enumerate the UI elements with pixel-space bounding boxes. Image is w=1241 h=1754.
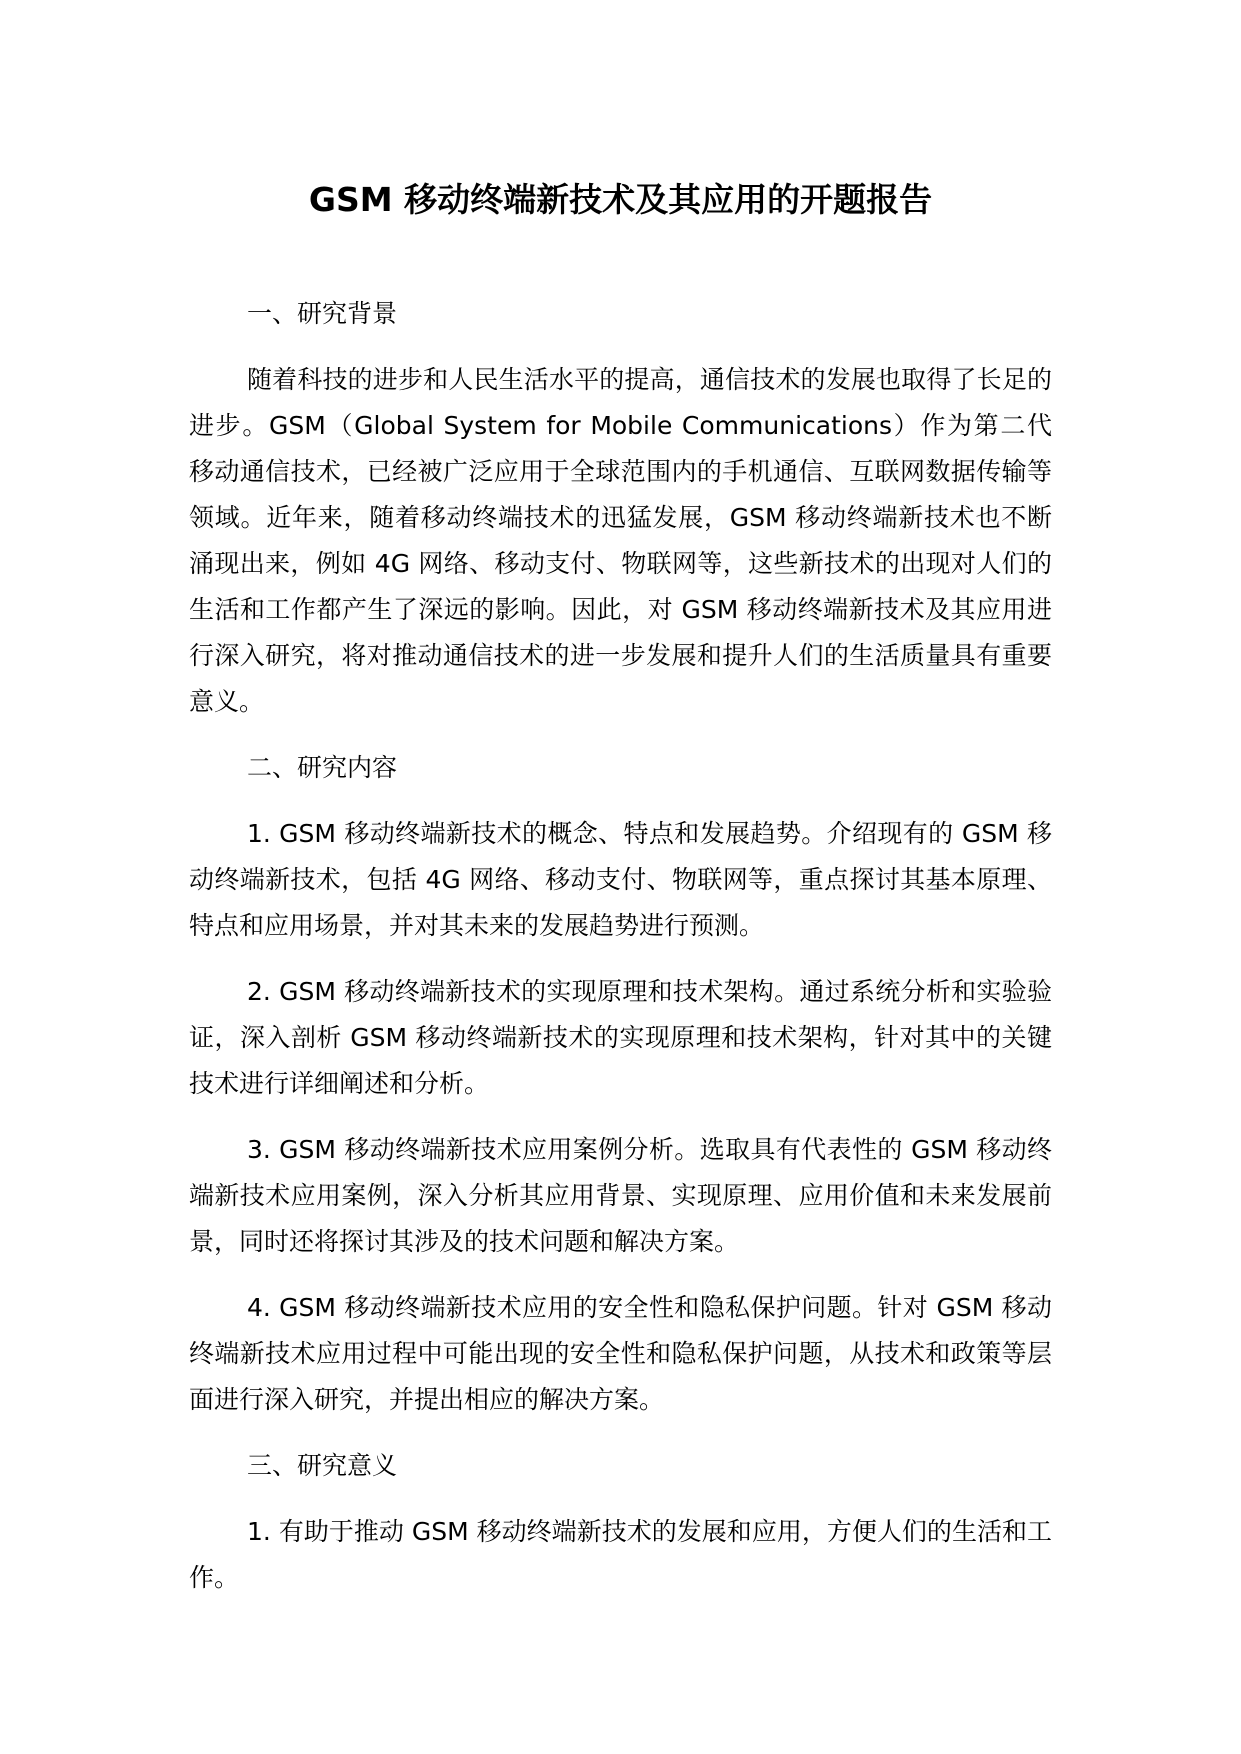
paragraph: 1. 有助于推动 GSM 移动终端新技术的发展和应用，方便人们的生活和工作。 <box>189 1517 1052 1592</box>
paragraph: 2. GSM 移动终端新技术的实现原理和技术架构。通过系统分析和实验验证，深入剖析 GSM 移动终端新技术的实现原理和技术架构，针对其中的关键技术进行详细阐述和分析。 <box>189 977 1052 1098</box>
section-research-background <box>189 291 1052 725</box>
paragraph: 3. GSM 移动终端新技术应用案例分析。选取具有代表性的 GSM 移动终端新技术应用案例，深入分析其应用背景、实现原理、应用价值和未来发展前景，同时还将探讨其涉及的技术问题和解决方案。 <box>189 1135 1052 1256</box>
document-body <box>189 291 1052 1621</box>
paragraph: 随着科技的进步和人民生活水平的提高，通信技术的发展也取得了长足的进步。GSM（Global System for Mobile Communications）作为第二代移动通信技术，已经被广泛应用于全球范围内的手机通信、互联网数据传输等领域。近年来，随着移动终端技术的迅猛发展，GSM 移动终端新技术也不断涌现出来，例如 4G 网络、移动支付、物联网等，这些新技术的出现对人们的生活和工作都产生了深远的影响。因此，对 GSM 移动终端新技术及其应用进行深入研究，将对推动通信技术的进一步发展和提升人们的生活质量具有重要意义。 <box>189 365 1052 716</box>
section-research-significance <box>189 1443 1052 1601</box>
document-title: GSM 移动终端新技术及其应用的开题报告 <box>308 180 933 219</box>
section-research-content <box>189 745 1052 1423</box>
section-heading: 三、研究意义 <box>247 1451 398 1480</box>
paragraph: 1. GSM 移动终端新技术的概念、特点和发展趋势。介绍现有的 GSM 移动终端新技术，包括 4G 网络、移动支付、物联网等，重点探讨其基本原理、特点和应用场景，并对其未来的发展趋势进行预测。 <box>189 819 1052 940</box>
paragraph: 4. GSM 移动终端新技术应用的安全性和隐私保护问题。针对 GSM 移动终端新技术应用过程中可能出现的安全性和隐私保护问题，从技术和政策等层面进行深入研究，并提出相应的解决方案。 <box>189 1293 1052 1414</box>
section-heading: 二、研究内容 <box>247 753 398 782</box>
section-heading: 一、研究背景 <box>247 299 398 328</box>
